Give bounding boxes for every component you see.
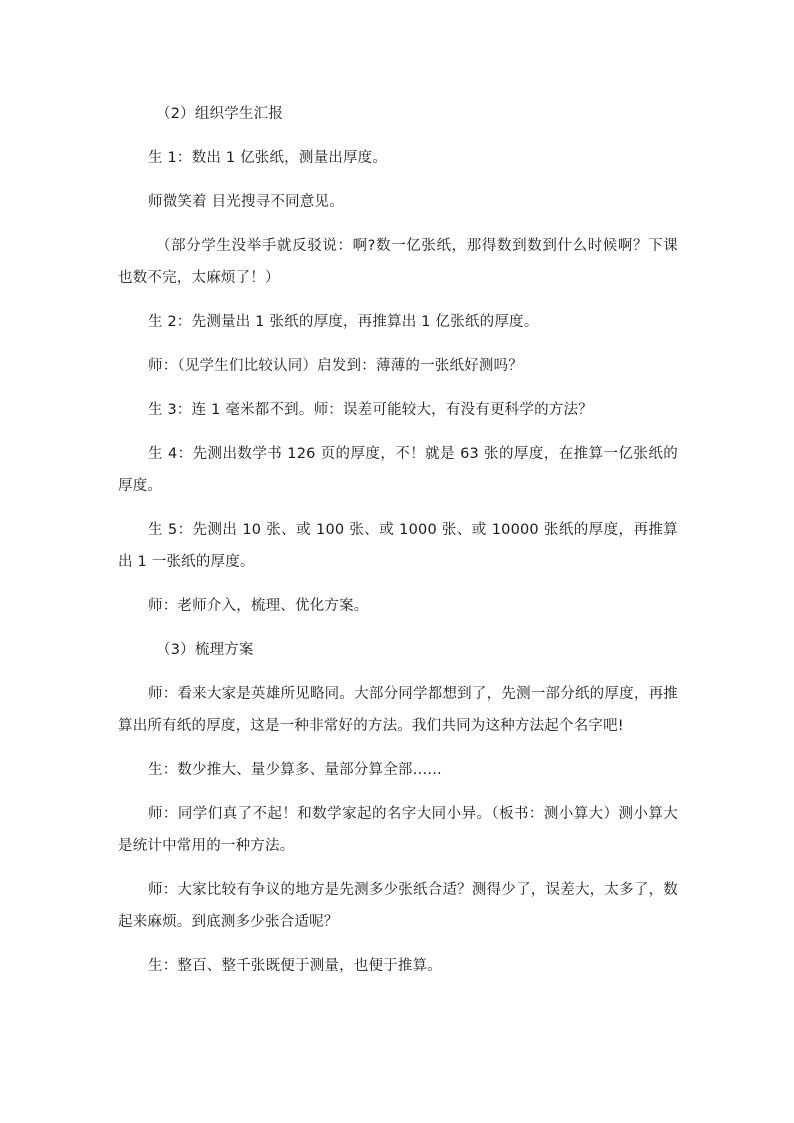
paragraph-student-5: 生 5：先测出 10 张、或 100 张、或 1000 张、或 10000 张纸的厚度，再推算出 1 一张纸的厚度。 (118, 522, 678, 570)
paragraph-student-answer: 生：整百、整千张既便于测量，也便于推算。 (148, 958, 442, 974)
paragraph-student-4: 生 4：先测出数学书 126 页的厚度，不！就是 63 张的厚度，在推算一亿张纸的厚度。 (118, 446, 678, 494)
document-body (118, 98, 678, 982)
paragraph-student-1: 生 1：数出 1 亿张纸，测量出厚度。 (148, 150, 388, 166)
paragraph-teacher-question: 师：大家比较有争议的地方是先测多少张纸合适？测得少了，误差大，太多了，数起来麻烦。到底测多少张合适呢？ (118, 882, 678, 930)
paragraph-teacher-summary: 师：看来大家是英雄所见略同。大部分同学都想到了，先测一部分纸的厚度，再推算出所有纸的厚度，这是一种非常好的方法。我们共同为这种方法起个名字吧! (118, 686, 678, 734)
paragraph-teacher-praise: 师：同学们真了不起！和数学家起的名字大同小异。（板书：测小算大）测小算大是统计中常用的一种方法。 (118, 806, 678, 854)
section-heading-report: （2）组织学生汇报 (156, 106, 284, 122)
paragraph-teacher-smile: 师微笑着 目光搜寻不同意见。 (148, 194, 344, 210)
paragraph-teacher-intervene: 师：老师介入，梳理、优化方案。 (148, 598, 369, 614)
paragraph-students-rebut: （部分学生没举手就反驳说：啊?数一亿张纸，那得数到数到什么时候啊？下课也数不完，太麻烦了！） (118, 238, 678, 286)
paragraph-teacher-prompt: 师：（见学生们比较认同）启发到：薄薄的一张纸好测吗？ (148, 358, 523, 374)
paragraph-student-2: 生 2：先测量出 1 张纸的厚度，再推算出 1 亿张纸的厚度。 (148, 314, 539, 330)
paragraph-student-naming: 生：数少推大、量少算多、量部分算全部…… (148, 762, 442, 778)
section-heading-plan: （3）梳理方案 (156, 642, 254, 658)
paragraph-student-3: 生 3：连 1 毫米都不到。师：误差可能较大，有没有更科学的方法？ (148, 402, 593, 418)
